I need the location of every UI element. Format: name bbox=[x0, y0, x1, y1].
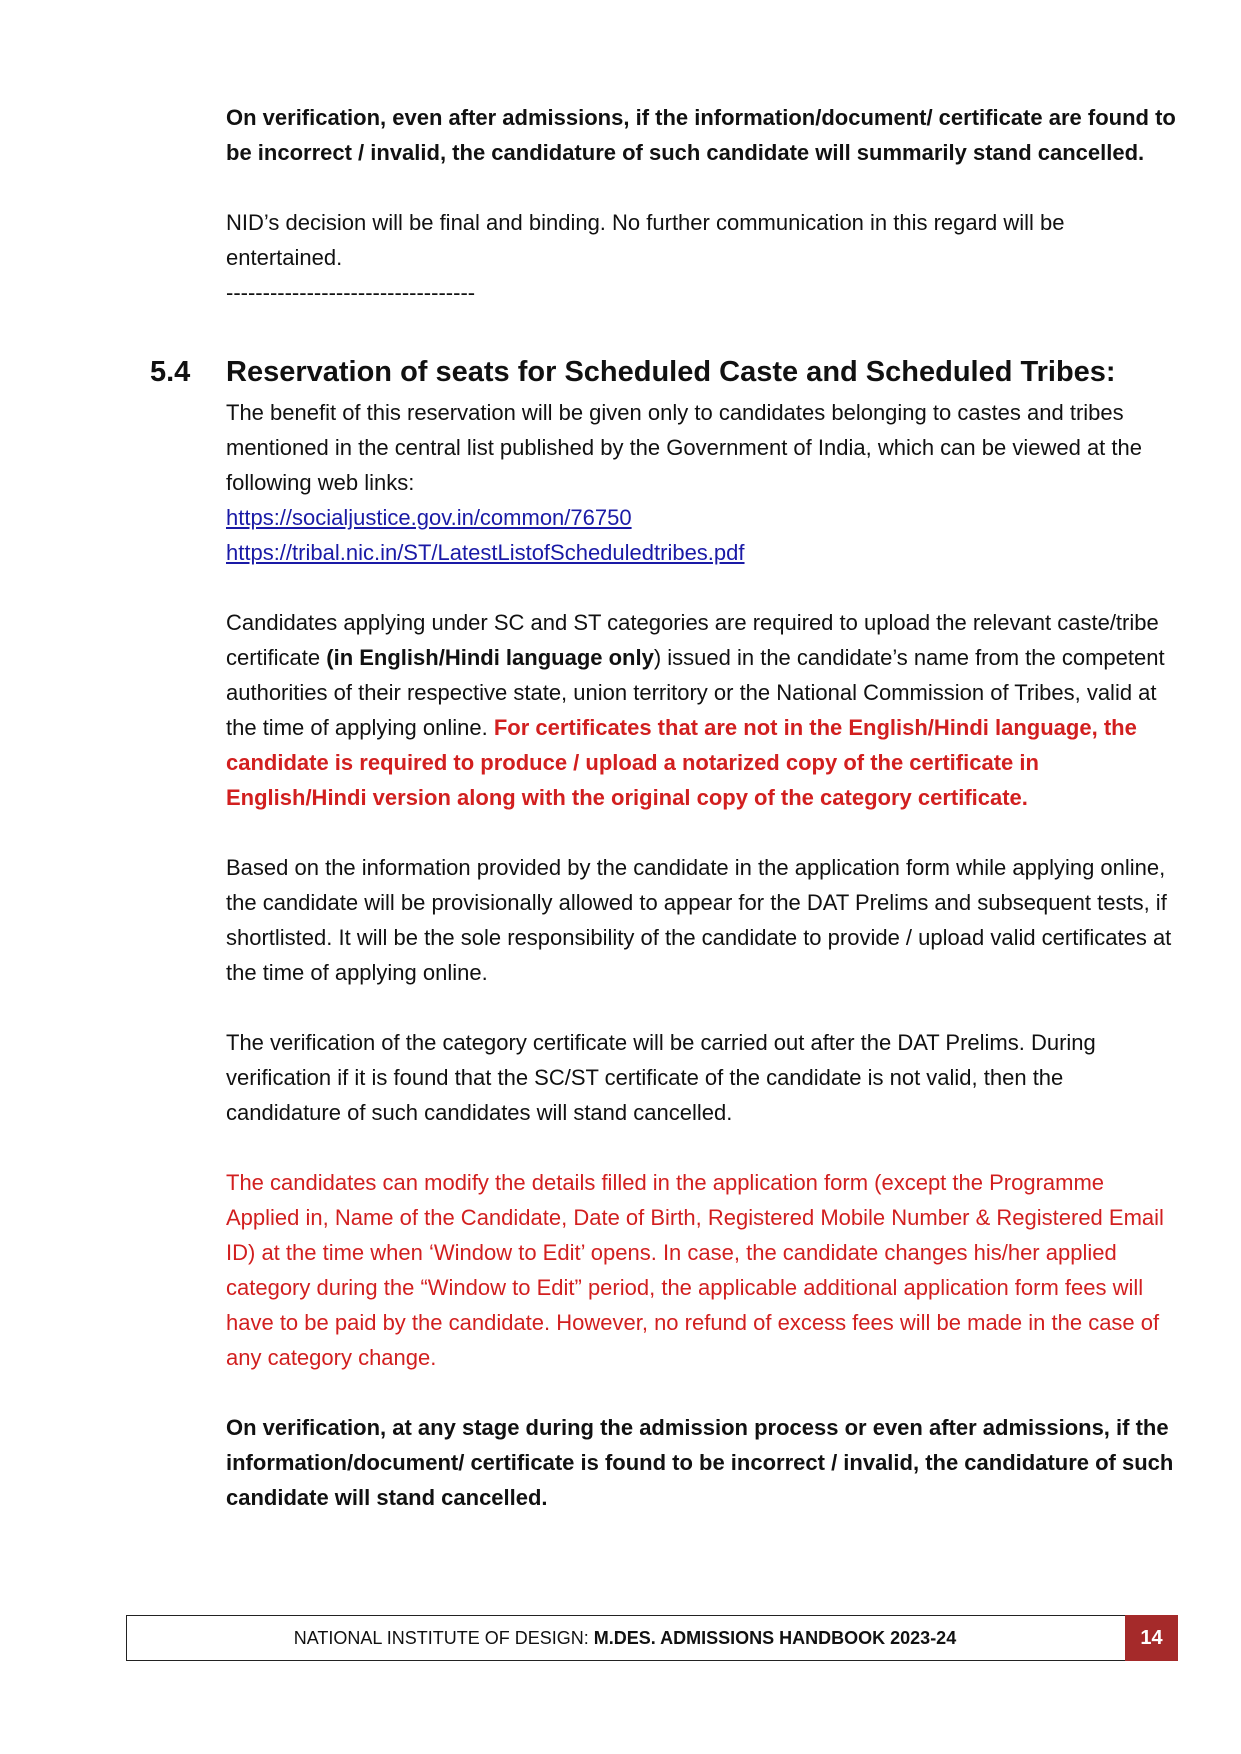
link-socialjustice[interactable]: https://socialjustice.gov.in/common/76750 bbox=[226, 505, 632, 530]
footer-text bbox=[127, 1616, 1123, 1660]
dashed-rule: ---------------------------------- bbox=[226, 280, 476, 305]
page-number: 14 bbox=[1125, 1615, 1178, 1661]
section-heading bbox=[150, 352, 1116, 392]
link-tribal[interactable]: https://tribal.nic.in/ST/LatestListofScheduledtribes.pdf bbox=[226, 540, 745, 565]
page-footer bbox=[126, 1615, 1178, 1661]
decision-notice: NID’s decision will be final and binding. No further communication in this regard will be entertained. bbox=[226, 210, 1065, 270]
modify-paragraph: The candidates can modify the details filled in the application form (except the Programme Applied in, Name of the Candidate, Date of Birth, Registered Mobile Number & Registered Email ID) at the time when ‘Window to Edit’ opens. In case, the candidate changes his/her applied category during the “Window to Edit” period, the applicable additional application form fees will have to be paid by the candidate. However, no refund of excess fees will be made in the case of any category change. bbox=[226, 1170, 1164, 1370]
top-content bbox=[226, 100, 1176, 310]
section-number: 5.4 bbox=[150, 356, 191, 388]
footer-label: NATIONAL INSTITUTE OF DESIGN: bbox=[293, 1628, 594, 1648]
footer-title: M.DES. ADMISSIONS HANDBOOK 2023-24 bbox=[593, 1628, 957, 1648]
verification-notice: On verification, even after admissions, if the information/document/ certificate are found to be incorrect / invalid, the candidature of such candidate will summarily stand cancelled. bbox=[226, 105, 1176, 165]
cert-text-c: ) issued in the candidate’s name from the competent authorities of their respective state, union territory or the National Commission of Tribes, valid at the time of applying online. bbox=[226, 645, 1165, 740]
section-intro: The benefit of this reservation will be given only to candidates belonging to castes and tribes mentioned in the central list published by the Government of India, which can be viewed at the following web links: bbox=[226, 400, 1142, 495]
cert-text-a: Candidates applying under SC and ST categories are required to upload the relevant caste/tribe certificate bbox=[226, 610, 1159, 670]
final-notice: On verification, at any stage during the admission process or even after admissions, if the information/document/ certificate is found to be incorrect / invalid, the candidature of such candidate will stand cancelled. bbox=[226, 1415, 1174, 1510]
cert-text-language: (in English/Hindi language only bbox=[326, 645, 654, 670]
cert-text-notarized: For certificates that are not in the English/Hindi language, the candidate is required to produce / upload a notarized copy of the certificate in English/Hindi version along with the original copy of the category certificate. bbox=[226, 715, 1137, 810]
verification-paragraph: The verification of the category certificate will be carried out after the DAT Prelims. During verification if it is found that the SC/ST certificate of the candidate is not valid, then the candidature of such candidates will stand cancelled. bbox=[226, 1030, 1096, 1125]
provisional-paragraph: Based on the information provided by the candidate in the application form while applying online, the candidate will be provisionally allowed to appear for the DAT Prelims and subsequent tests, if shortlisted. It will be the sole responsibility of the candidate to provide / upload valid certificates at the time of applying online. bbox=[226, 855, 1172, 985]
section-body bbox=[226, 395, 1176, 1515]
section-title: Reservation of seats for Scheduled Caste and Scheduled Tribes: bbox=[226, 356, 1116, 388]
certificate-paragraph bbox=[226, 605, 1176, 815]
